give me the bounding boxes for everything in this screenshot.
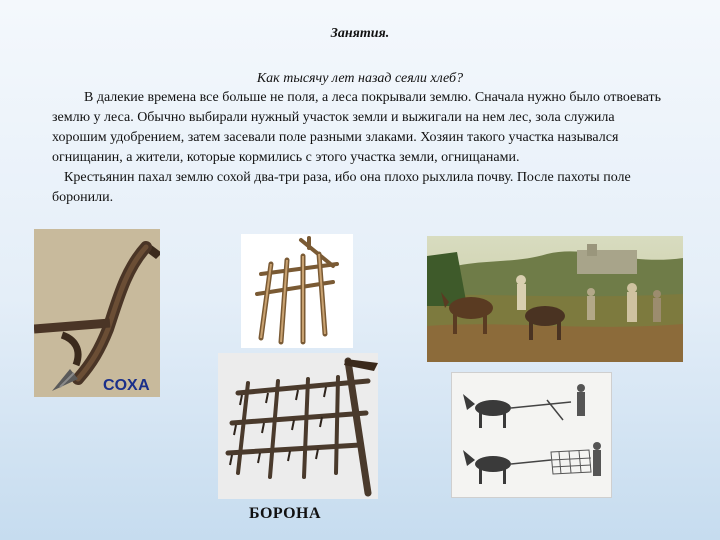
field-work-painting (427, 236, 683, 362)
soha-caption: СОХА (103, 377, 151, 394)
slide-title: Занятия. (330, 26, 390, 41)
borona-caption: БОРОНА (249, 505, 322, 522)
paragraph-plowing: Крестьянин пахал землю сохой два-три раза, ибо она плохо рыхлила почву. После пахоты поле боронили. (52, 170, 631, 205)
engraving-image (451, 372, 612, 498)
body-text (52, 88, 672, 208)
harrow-drawing-image (241, 234, 353, 348)
paragraph-slash-and-burn: В далекие времена все больше не поля, а леса покрывали землю. Сначала нужно было отвоевать землю у леса. Обычно выбирали нужный участок земли и выжигали на нем лес, зола служила хорошим удобрением, затем засевали поле разными злаками. Хозяин такого участка назывался огнищанин, а жители, которые кормились с этого участка земли, огнищанами. (52, 90, 661, 165)
slide-subtitle: Как тысячу лет назад сеяли хлеб? (256, 71, 464, 86)
borona-image (218, 353, 378, 499)
soha-image (34, 229, 160, 397)
